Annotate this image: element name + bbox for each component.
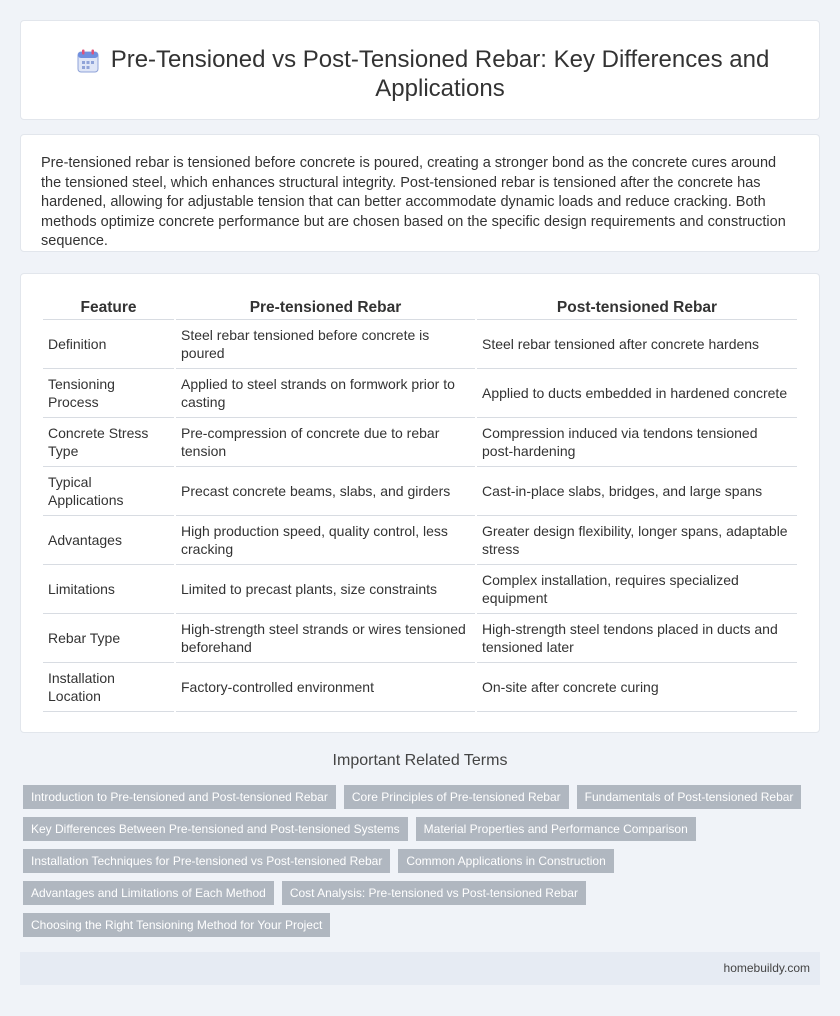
term-row [23,817,823,841]
term-row [23,849,823,873]
feature-cell: Installation Location [43,663,174,712]
comparison-table [41,296,799,712]
table-row [43,467,797,516]
related-terms [23,785,823,945]
table-row [43,565,797,614]
post-tensioned-cell: On-site after concrete curing [477,663,797,712]
calendar-icon [77,49,99,73]
summary-text: Pre-tensioned rebar is tensioned before concrete is poured, creating a stronger bond as the concrete cures around the tensioned steel, which enhances structural integrity. Post-tensioned rebar is tensioned after the concrete has hardened, allowing for adjustable tension that can better accommodate dynamic loads and reduce cracking. Both methods optimize concrete performance but are chosen based on the specific design requirements and construction sequence. [41,155,786,249]
feature-cell: Typical Applications [43,467,174,516]
related-term-link[interactable]: Choosing the Right Tensioning Method for Your Project [23,913,330,937]
post-tensioned-cell: Complex installation, requires specialized equipment [477,565,797,614]
summary-card [20,134,820,252]
pre-tensioned-cell: Factory-controlled environment [176,663,475,712]
post-tensioned-cell: Cast-in-place slabs, bridges, and large spans [477,467,797,516]
feature-cell: Advantages [43,516,174,565]
header-card [20,20,820,120]
table-row [43,320,797,369]
related-term-link[interactable]: Material Properties and Performance Comparison [416,817,696,841]
related-term-link[interactable]: Core Principles of Pre-tensioned Rebar [344,785,569,809]
footer-site-link[interactable]: homebuildy.com [723,961,810,975]
related-term-link[interactable]: Introduction to Pre-tensioned and Post-tensioned Rebar [23,785,336,809]
related-term-link[interactable]: Common Applications in Construction [398,849,613,873]
post-tensioned-cell: Compression induced via tendons tensioned post-hardening [477,418,797,467]
pre-tensioned-cell: Applied to steel strands on formwork prior to casting [176,369,475,418]
feature-cell: Tensioning Process [43,369,174,418]
pre-tensioned-cell: Steel rebar tensioned before concrete is poured [176,320,475,369]
related-term-link[interactable]: Fundamentals of Post-tensioned Rebar [577,785,802,809]
post-tensioned-cell: Steel rebar tensioned after concrete hardens [477,320,797,369]
page-title: Pre-Tensioned vs Post-Tensioned Rebar: Key Differences and Applications [110,46,770,102]
table-row [43,369,797,418]
term-row [23,785,823,809]
table-row [43,614,797,663]
related-term-link[interactable]: Cost Analysis: Pre-tensioned vs Post-tensioned Rebar [282,881,586,905]
pre-tensioned-cell: Limited to precast plants, size constraints [176,565,475,614]
post-tensioned-cell: High-strength steel tendons placed in ducts and tensioned later [477,614,797,663]
table-header-row [43,296,797,320]
related-term-link[interactable]: Key Differences Between Pre-tensioned and Post-tensioned Systems [23,817,408,841]
related-term-link[interactable]: Installation Techniques for Pre-tensioned vs Post-tensioned Rebar [23,849,390,873]
pre-tensioned-cell: High production speed, quality control, less cracking [176,516,475,565]
footer [20,952,820,985]
header-post-tensioned: Post-tensioned Rebar [477,296,797,320]
feature-cell: Definition [43,320,174,369]
pre-tensioned-cell: Precast concrete beams, slabs, and girders [176,467,475,516]
term-row [23,913,823,937]
post-tensioned-cell: Applied to ducts embedded in hardened concrete [477,369,797,418]
header-pre-tensioned: Pre-tensioned Rebar [176,296,475,320]
pre-tensioned-cell: Pre-compression of concrete due to rebar tension [176,418,475,467]
feature-cell: Limitations [43,565,174,614]
title-wrap [21,45,819,103]
term-row [23,881,823,905]
table-row [43,418,797,467]
feature-cell: Rebar Type [43,614,174,663]
comparison-table-card [20,273,820,733]
related-terms-title: Important Related Terms [332,752,508,769]
related-term-link[interactable]: Advantages and Limitations of Each Method [23,881,274,905]
header-feature: Feature [43,296,174,320]
table-row [43,663,797,712]
feature-cell: Concrete Stress Type [43,418,174,467]
pre-tensioned-cell: High-strength steel strands or wires tensioned beforehand [176,614,475,663]
post-tensioned-cell: Greater design flexibility, longer spans, adaptable stress [477,516,797,565]
table-row [43,516,797,565]
